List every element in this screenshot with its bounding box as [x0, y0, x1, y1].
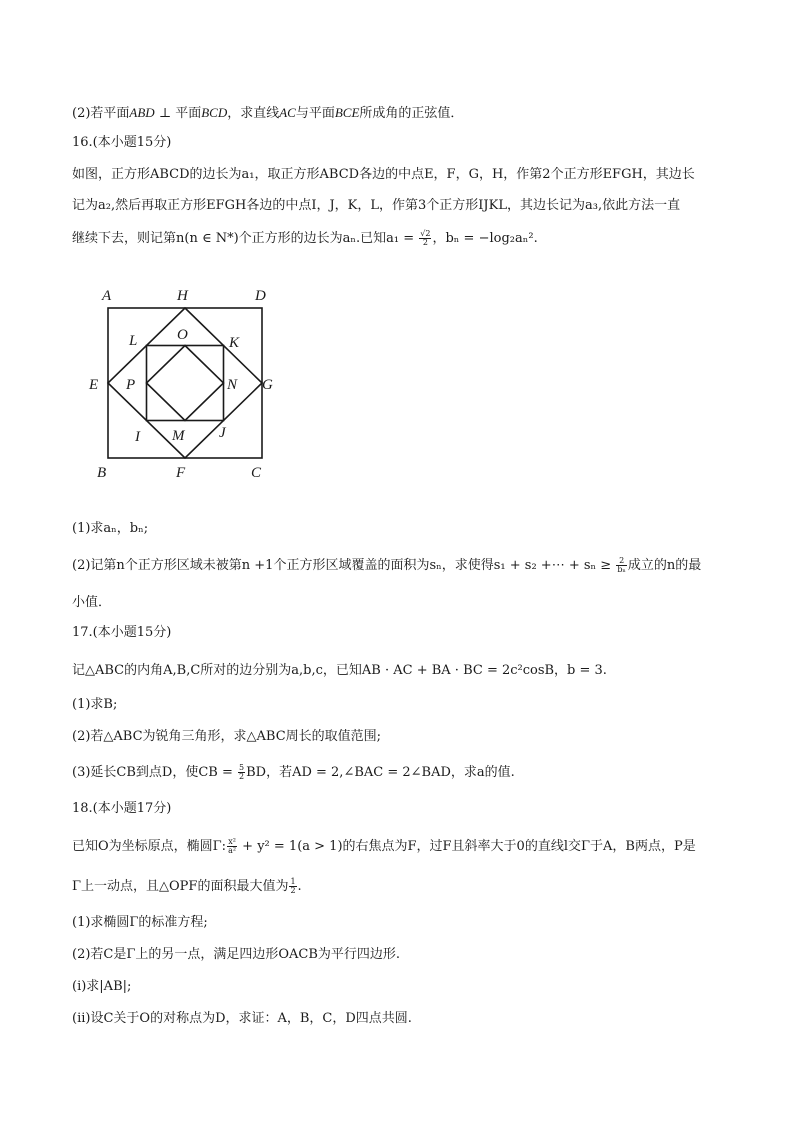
- fraction: $\frac{1}{2}$: [290, 877, 296, 895]
- q17-sub1: (1)求B;: [72, 697, 118, 712]
- label-j: J: [219, 425, 226, 441]
- label-g: G: [262, 377, 273, 393]
- q18-text-2: Γ上一动点，且△OPF的面积最大值为 $\frac{1}{2}$ .: [72, 877, 302, 895]
- q16-sub1: (1)求aₙ，bₙ;: [72, 521, 149, 536]
- q17-sub3: (3)延长CB到点D，使CB = $\frac{5}{2}$ BD，若AD = 2,∠BAC = 2∠BAD，求a的值.: [72, 763, 515, 781]
- q18-sub2-ii: (ii)设C关于O的对称点为D，求证：A，B，C，D四点共圆.: [72, 1011, 412, 1026]
- square-mnop: [147, 346, 224, 421]
- label-h: H: [177, 288, 188, 304]
- q17-sub2: (2)若△ABC为锐角三角形，求△ABC周长的取值范围;: [72, 729, 382, 744]
- q17-header: 17.(本小题15分): [72, 625, 172, 640]
- q17-text: 记△ABC的内角A,B,C所对的边分别为a,b,c，已知AB · AC + BA · BC = 2c²cosB，b = 3.: [72, 663, 607, 678]
- q16-text-3: 继续下去，则记第n(n ∈ N*)个正方形的边长为aₙ.已知a₁ = $\frac{√2}{2}$ ，bₙ = −log₂aₙ².: [72, 229, 538, 247]
- label-n: N: [227, 377, 238, 393]
- q16-sub2-cont: 小值．: [72, 595, 112, 610]
- q15-part2: (2)若平面ABD ⊥ 平面BCD，求直线AC与平面BCE所成角的正弦值．: [72, 105, 464, 121]
- fraction: $\frac{2}{\text{bₙ}}$: [617, 556, 626, 574]
- label-i: I: [135, 429, 140, 445]
- label-o: O: [177, 327, 188, 343]
- fraction: $\frac{√2}{2}$: [420, 229, 431, 247]
- q18-sub2-i: (i)求|AB|;: [72, 979, 132, 994]
- fraction: $\frac{\text{x²}}{\text{a²}}$: [228, 837, 237, 855]
- q16-header: 16.(本小题15分): [72, 135, 172, 150]
- label-a: A: [102, 288, 112, 304]
- label-d: D: [255, 288, 266, 304]
- label-p: P: [126, 377, 136, 393]
- q18-sub1: (1)求椭圆Γ的标准方程;: [72, 915, 208, 930]
- label-l: L: [129, 333, 138, 349]
- fraction: $\frac{5}{2}$: [239, 763, 245, 781]
- label-f: F: [176, 465, 186, 481]
- q18-sub2: (2)若C是Γ上的另一点，满足四边形OACB为平行四边形.: [72, 947, 401, 962]
- label-k: K: [229, 335, 240, 351]
- label-e: E: [89, 377, 99, 393]
- q18-header: 18.(本小题17分): [72, 801, 172, 816]
- square-ijkl: [147, 346, 224, 421]
- nested-squares-figure: [80, 282, 290, 482]
- label-b: B: [97, 465, 107, 481]
- label-m: M: [172, 428, 185, 444]
- q16-text-1: 如图，正方形ABCD的边长为a₁，取正方形ABCD各边的中点E，F，G，H，作第2个正方形EFGH，其边长: [72, 167, 695, 182]
- label-c: C: [251, 465, 262, 481]
- q18-text-1: 已知O为坐标原点，椭圆Γ: $\frac{\text{x²}}{\text{a²}}$ + y² = 1(a > 1)的右焦点为F，过F且斜率大于0的直线l交Γ于A，B两点，P是: [72, 837, 696, 855]
- q16-text-2: 记为a₂,然后再取正方形EFGH各边的中点I，J，K，L，作第3个正方形IJKL，其边长记为a₃,依此方法一直: [72, 198, 681, 213]
- q16-sub2: (2)记第n个正方形区域未被第n +1个正方形区域覆盖的面积为sₙ，求使得s₁ + s₂ +⋯ + sₙ ≥ $\frac{2}{\text{bₙ}}$ 成立的n的最: [72, 556, 702, 574]
